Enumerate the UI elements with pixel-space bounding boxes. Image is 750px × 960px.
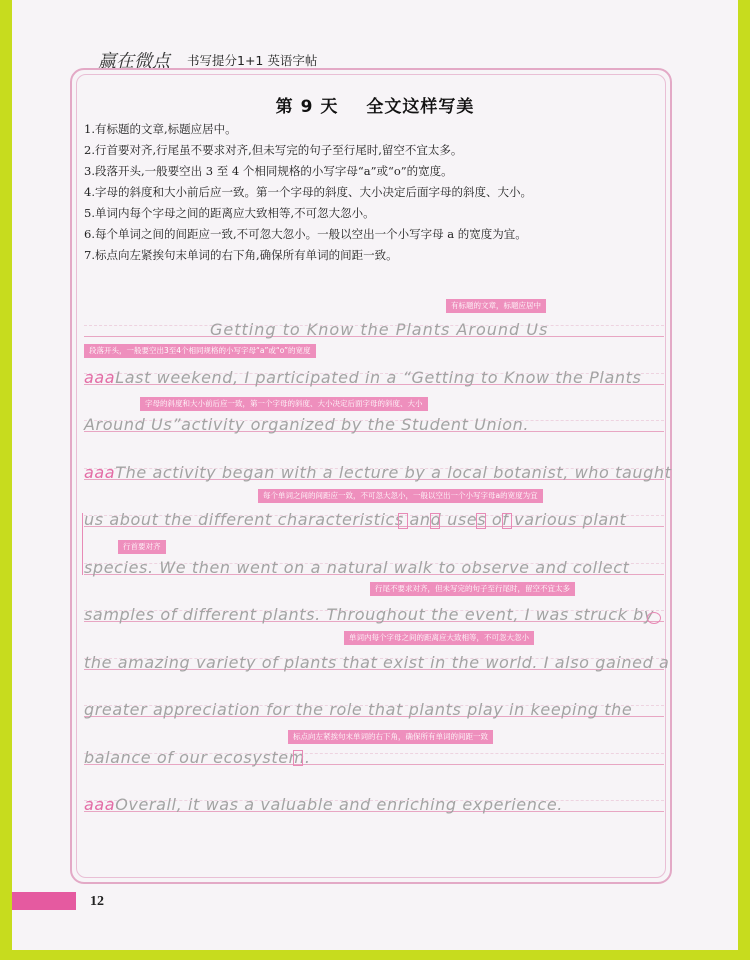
page-title [0, 92, 750, 117]
annotation-tag: 行首要对齐 [118, 540, 166, 554]
essay-line: Around Us”activity organized by the Student Union. [84, 415, 530, 434]
essay-title: Getting to Know the Plants Around Us [210, 320, 549, 339]
rule-6: 6.每个单词之间的间距应一致,不可忽大忽小。一般以空出一个小写字母 a 的宽度为宜。 [84, 227, 527, 241]
page-number: 12 [90, 894, 104, 909]
annotation-tag: 字母的斜度和大小前后应一致，第一个字母的斜度、大小决定后面字母的斜度、大小 [140, 397, 428, 411]
day-label: 第 9 天 [275, 97, 339, 117]
essay-line: aaaThe activity began with a lecture by a local botanist, who taught [84, 463, 672, 482]
essay-line: the amazing variety of plants that exist in the world. I also gained a [84, 653, 670, 672]
annotation-tag: 单词内每个字母之间的距离应大致相等，不可忽大忽小 [344, 631, 534, 645]
rule-3: 3.段落开头,一般要空出 3 至 4 个相同规格的小写字母“a”或“o”的宽度。 [84, 164, 453, 178]
spacing-mark [398, 513, 408, 529]
rule-4: 4.字母的斜度和大小前后应一致。第一个字母的斜度、大小决定后面字母的斜度、大小。 [84, 185, 532, 199]
alignment-bracket [82, 513, 83, 575]
header-subtitle: 书写提分1+1 英语字帖 [187, 53, 318, 68]
rule-1: 1.有标题的文章,标题应居中。 [84, 122, 237, 136]
title-text: 全文这样写美 [366, 97, 475, 117]
brand-logo: 赢在微点 [98, 51, 170, 72]
rule-5: 5.单词内每个字母之间的距离应大致相等,不可忽大忽小。 [84, 206, 375, 220]
annotation-tag: 有标题的文章，标题应居中 [446, 299, 546, 313]
punctuation-mark [293, 750, 303, 766]
essay-line: balance of our ecosystem. [84, 748, 311, 767]
spacing-mark [430, 513, 440, 529]
essay-line: us about the different characteristics and uses of various plant [84, 510, 627, 529]
essay-line: samples of different plants. Throughout the event, I was struck by [84, 605, 654, 624]
essay-line: aaaLast weekend, I participated in a “Getting to Know the Plants [84, 368, 642, 387]
page-number-bar [12, 892, 76, 910]
annotation-tag: 标点向左紧挨句末单词的右下角，确保所有单词的间距一致 [288, 730, 493, 744]
annotation-tag: 段落开头，一般要空出3至4个相同规格的小写字母“a”或“o”的宽度 [84, 344, 316, 358]
rule-2: 2.行首要对齐,行尾虽不要求对齐,但未写完的句子至行尾时,留空不宜太多。 [84, 143, 463, 157]
line-end-mark [647, 612, 661, 624]
spacing-mark [502, 513, 512, 529]
spacing-mark [476, 513, 486, 529]
essay-line: species. We then went on a natural walk to observe and collect [84, 558, 630, 577]
essay-line: greater appreciation for the role that plants play in keeping the [84, 700, 633, 719]
annotation-tag: 行尾不要求对齐，但未写完的句子至行尾时，留空不宜太多 [370, 582, 575, 596]
annotation-tag: 每个单词之间的间距应一致，不可忽大忽小，一般以空出一个小写字母a的宽度为宜 [258, 489, 543, 503]
rule-7: 7.标点向左紧挨句末单词的右下角,确保所有单词的间距一致。 [84, 248, 398, 262]
essay-line: aaaOverall, it was a valuable and enriching experience. [84, 795, 563, 814]
